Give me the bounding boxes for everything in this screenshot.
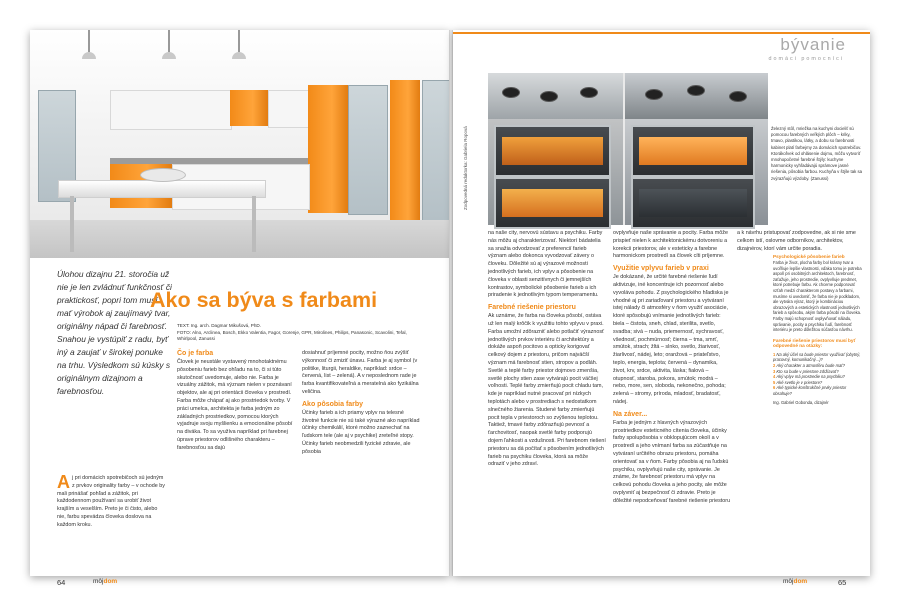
sidebar-list-item: 3 Kto sa bude v priestore zdržiavať? [773,368,839,374]
credits [177,323,417,343]
logo-name: dom [793,578,808,585]
column-text: Farba je jedným z hlavných výrazových prostriedkov esteticného cítenia človeka, účinky farby spolupôsobia v obklopujúcom okolí a v prostredí a jeho vnímaní farba sa zúčastňuje na vytváraní určitého obrazu priestoru, pomáha orientovať sa v ňom. Farby pôsobia aj na ľudskú psychiku, ovplyvňujú naše city, správanie. Je známe, že farebnosť priestoru má vplyv na celkovú pohodu človeka a jeho pocity, ale môže ovplyvniť aj bezpečnosť či zdravie. Preto je dôležité nepodceňovať farebné riešenie priestoru [613,419,731,504]
vertical-credit: Zodpovedná redaktorka: Gabriela Ropová [463,126,468,210]
sidebar-list-item: 1 Na aký účel sa bude priestor využívať (obytný, pracovný, komunikačný...)? [773,351,861,363]
column-text: Ak uznáme, že farba na človeka pôsobí, ostáva už len malý krôčik k využitiu tohto vplyvu v praxi. Farba umožní zdôrazniť alebo potlačiť výraznosť jednotlivých prvkov interiéru či architektúry a dokáže aspoň pocitovo a opticky korigovať celkový dojem z priestoru, pričom najväčší význam má farebnosť stien, stropov a podláh. Svetlé a teplé farby priestor dojmovo zmenšia, svetlé plochy stien zase vytvárajú pocit väčšej voľnosti. Teplé farby zmierňujú pocit chladu tam, kde je napríklad nutné pracovať pri nízkych teplotách alebo v prostrediach s nedostatkom slnečného žiarenia. Studené farby zmierňujú pocit tepla v priestoroch so zvýšenou teplotou. Taktiež, tmavé farby zdôrazňujú pevnosť a ťarchovitosť, naopak svetlé farby podporujú dojem ľahkosti a vzdušnosti. Pri farebnom riešení priestoru sa dá počítať s pôsobením jednotlivých farieb na psychiku človeka, ktorá sa môže odraziť v jeho zdraví. [488,313,606,468]
sidebar-list-item: 4 Aký vplyv má prostredie na psychiku? [773,374,845,380]
sidebar-title: Psychologické pôsobenie farieb [773,254,845,259]
sidebar-author: Ing. Gabriel Gobonda, dizajnér [773,400,829,406]
column-text: Je dokázané, že určité farebné riešenie ľudí aktivizuje, iné koncentruje ich pozornosť alebo vyvoláva pohodu. Z psychologického hľadiska je vhodné aj pri zariaďovaní priestoru a vytváraní istej nálady či atmosféry v ňom využiť asociácie, ktoré spôsobujú vnímanie jednotlivých farieb: biela – čistota, sneh, chlad, sterilita, svetlo, svadba; sivá – nuda, priemernosť, sychravosť, všednosť, pochmúrnosť; čierna – tma, smrť, smútok, strach; žltá – slnko, svetlo, žiarivosť, žiarlivosť, nádej, leto; oranžová – priateľstvo, teplo, energia, teplota; červená – dynamika, život, krv, srdce, aktivita, láska; fialová – otupnosť, staroba, pokora, smútok; modrá – nebo, more, sen, sloboda, nekonečno, pohoda; zelená – stromy, príroda, mladosť, bradatosť, nádej. [613,274,729,405]
burner [502,87,520,98]
section-subtitle: domáci pomocníci [768,56,844,62]
burner [729,91,747,102]
sidebar-title-2: Farebné riešenie priestorov musí byť odpovedné na otázky: [773,337,856,348]
photo-caption: Železný stôl, mriežka na kuchyni docieliť sú pomocou farebných veľkých plôch – kriky, tmavo, plastikou, látky, a dobu so farebnosti kabinet platí farbejmy za domácich spotrebičov. Ktorákoľvek od ohlásenie dojmu, môžu vytvoriť mnohopočetné farebné štýly: kuchyne harmonicky vyhľadávajú sprámove jasné riešenia, pôsobia farbou. Kuchyňa v štýle tak sa zvýrazňujú výzdoby. (Zanussi) [771,126,863,181]
wall-cabinet [268,90,310,128]
header-rule [453,32,870,34]
logo-prefix: môj [783,578,794,585]
left-page [30,30,449,587]
sidebar-text: Farba je život, plocha farby bol krásny tvar a uvoľňuje lepšie vlastnosti, vďaka tomu je potreba aspoň pri osobitných architektoch, farebnosť, zaťažuje, jeho prostredie, ovplyvňuje predmet, ktoré potrebuje farbu. Ak chceme podporovať vzťah medzi charakterom postavy a farbami, musíme si uvedomiť, že farba nie je podkladom, ale vytvára výraz, ktorý je kombináciou obrazových a estetických vlastností jednotlivých farieb a spôsobu, akým farba pôsobí na človeka. Farby majú schopnosť ovplyvňovať náladu, správanie, pocity a psychiku ľudí, farebnosť interiéru je preto dôležitou súčasťou návrhu. [773,260,862,333]
section-title: bývanie [780,35,846,54]
floor [30,220,449,258]
text-column-2 [177,350,293,453]
magazine-logo [783,578,807,585]
sidebar-list [773,352,865,397]
text-column-6 [737,230,861,253]
column-text: Človek je neustále vystavený mnohotaktnému pôsobeniu farieb bez ohľadu na to, či si túto skutočnosť uvedomuje, alebo nie. Farba je vizuálny zážitok, má význam nielen v poznávaní objektov, ale aj pri orientácii človeka v prostredí. Farba môže chápať aj ako prostriedok tvorby. V práci umelca, architekta je farba jedným zo základných prostriedkov, pomocou ktorých vyjadruje svoju myšlienku a emocionálne pôsobí na diváka. To sa využíva napríklad pri farebnej úprave priestorov odlišného charakteru – farebnosťou sa dajú [177,359,293,451]
credits-foto: FOTO: Alno, Arclinea, Bosch, Ekko Valentia, Fagor, Gorenje, GPR, Mirolines, Philips, Panasonic, Scavolini, Tefal, Whirlpool, Zanussi [177,329,407,341]
column-text: j pri domácich spotrebičoch sú jedným z prvkov originality farby – v ochode by mali prinášať pohľad a zážitok, pri každodennom používaní sa urobiť život krajším a veselším. Preto je či čisto, alebo nie, farbu spevádza človeka doslova na každom kroku. [57,475,165,528]
column-text: Účinky farieb a ich priamy vplyv na telesné životné funkcie nie sú také výrazné ako napríklad účinky chemikálií, ktoré možno zaznechať na ľudskom tele (ale aj v psychike) zreteľné stopy. Účinky farieb neobmedzili fyzické zdravie, ale pôsobia [302,409,420,455]
orange-tall-cabinet [390,80,420,220]
subheading-vyuzitie-vplyvu: Využitie vplyvu farieb v praxi [613,265,709,273]
text-column-1 [57,472,167,530]
column-text: ovplyvňuje naše správanie a pocity. Farba môže prispieť nielen k architektonickému dotvoreniu a korekcii priestorov, ale v esteticky a farebne harmonickom prostredí sa človek cíti príjemne. [613,230,728,260]
credits-text: TEXT: Ing. arch. Dagmar Mikušová, PhD. [177,323,261,328]
glass-tall-cabinet [348,85,388,215]
right-page [453,30,870,587]
burner [687,85,705,96]
drop-cap: A [57,472,70,492]
column-text: dosiahnuť príjemné pocity, možno ňou zvýšiť výkonnosť či zmiziť únavu. Farba je aj symbol (v politike, liturgii, heraldike, napríklad: srdce – červená, list – zelená). A v neposlednom rade je farba kvantifikovateľná a meratelná ako fyzikálna veličina. [302,350,419,395]
logo-prefix: môj [93,578,104,585]
article-title: Ako sa býva s farbami [150,288,378,312]
pendant-lamp [88,30,90,52]
glass-tall-cabinet [422,80,451,222]
sidebar-list-item: 2 Aký charakter a atmosféru bude mať? [773,362,845,368]
logo-name: dom [103,578,118,585]
orange-tall-cabinet [308,85,348,213]
pendant-lamp [238,30,240,52]
sidebar-list-item: 6 Aké typické konštrukčné prvky priestor obsahuje? [773,385,847,396]
kitchen-photo [30,30,449,258]
appliance-photo-2 [625,73,768,225]
orange-wall-cabinet [230,90,268,126]
cooktop [625,73,768,119]
appliance-photo-1 [488,73,623,225]
page-number: 65 [838,578,847,587]
cooktop [488,73,623,119]
magazine-logo [93,578,117,585]
text-column-5 [613,230,731,506]
oven [631,177,755,229]
appliance-photos [488,73,768,225]
text-column-3 [302,350,420,457]
burner [540,91,558,102]
column-text: na naše city, nervovú sústavu a psychiku. Farby nás môžu aj charakterizovať. Niektorí bádatelia sa snažia odvodzovať z preferencií farieb význam alebo dokonca vyvodzovať závery o človeku. Dôležité sú aj výrazové možnosti jednotlivých farieb, ich vplyv a pôsobenie na človeka v oblasti senzitívnych či jemnejších kontrastov, symbolické pôsobenie farieb a ich priradenie k jednotlivým typom temperamentu. [488,230,603,299]
oven [494,177,611,229]
burner [645,89,663,100]
text-column-4 [488,230,606,469]
dining-table [58,180,266,198]
subheading-co-je-farba: Čo je farba [177,350,214,357]
subheading-na-zaver: Na záver... [613,410,648,418]
pendant-lamp [168,30,170,52]
column-text: a k návrhu pristupovať zodpovedne, ak si nie sme celkom istí, oslovme odborníkov, architektov, dizajnérov, ktorí vám určite poradia. [737,230,856,252]
subheading-farebne-riesenie: Farebné riešenie priestoru [488,304,576,312]
wall-cabinet [110,90,232,130]
oven [494,125,611,177]
sidebar-list-item: 5 Aké svetlo je v priestore? [773,379,823,385]
fruit-bowl [140,168,186,182]
table-leg [252,196,256,252]
burner [580,87,598,98]
subheading-ako-posobia-farby: Ako pôsobia farby [302,400,364,408]
page-number: 64 [57,578,66,587]
sidebar-box [773,254,865,558]
table-leg [70,196,74,252]
intro-text: Úlohou dizajnu 21. storočia už nie je len zvládnuť funkčnosť či praktickosť, popri tom musí mať výrobok aj zaujímavý tvar, originálny nápad či farebnosť. Snahou je vystúpiť z radu, byť iný a zaujať v širokej ponuke na trhu. Výsledkom sú kúsky s originálnym dizajnom a farebnosťou. [57,269,172,396]
oven [631,125,755,177]
